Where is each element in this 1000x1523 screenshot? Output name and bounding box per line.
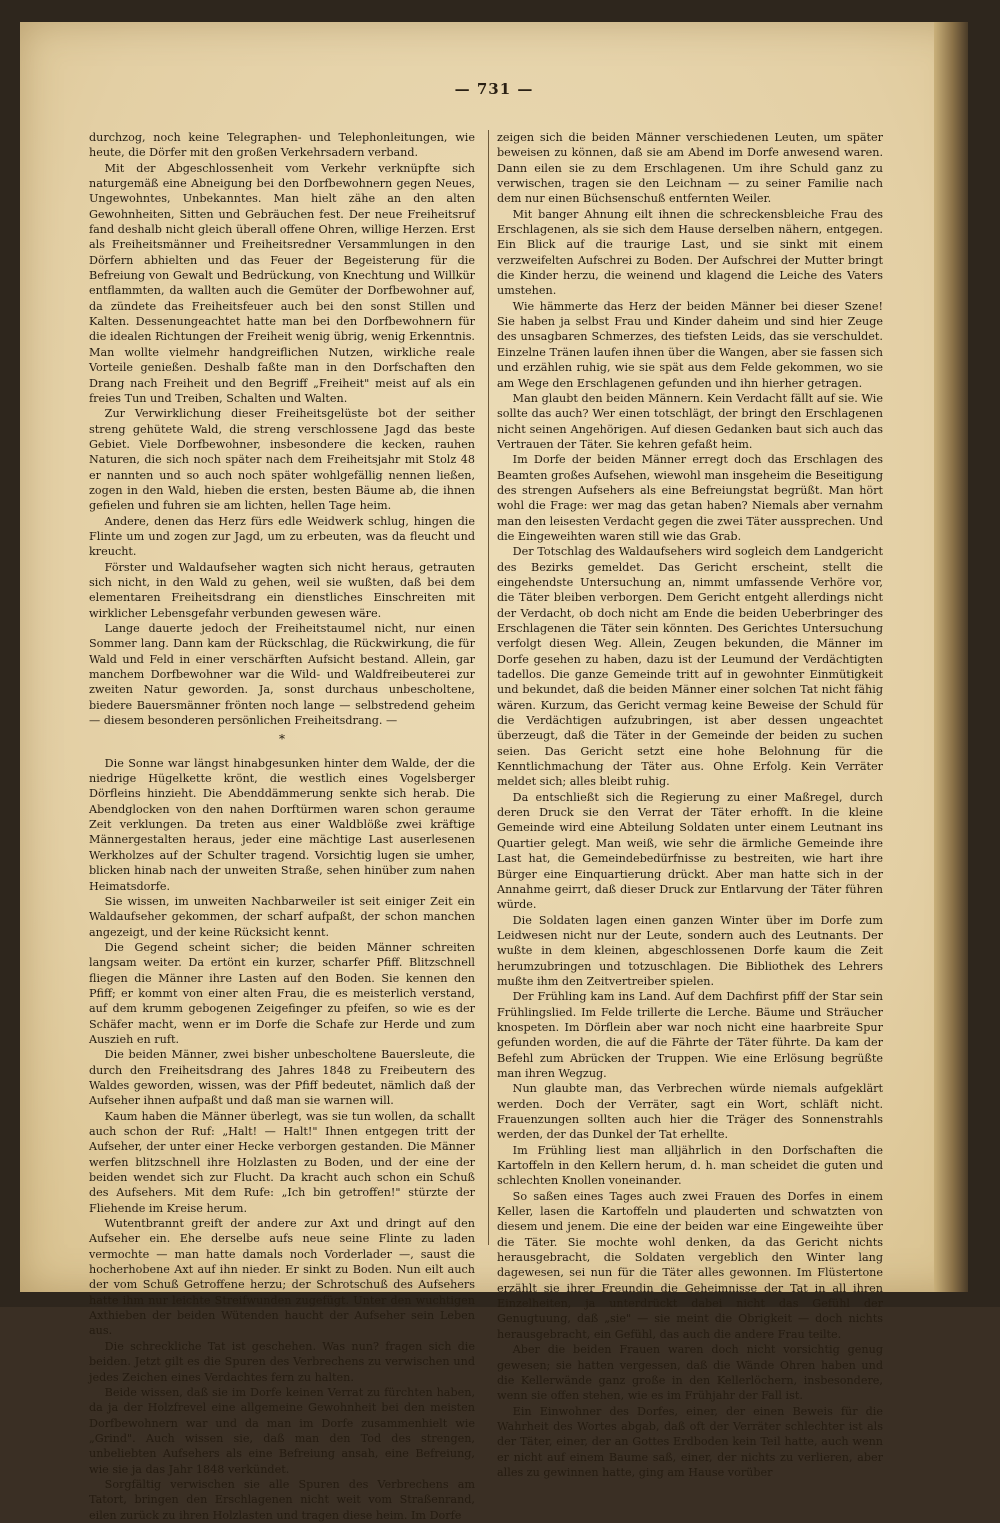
column-divider (488, 130, 489, 1245)
book-page (20, 22, 968, 1522)
paragraph: Im Dorfe der beiden Männer erregt doch das Erschlagen des Beamten großes Aufsehen, wiewohl man insgeheim die Beseitigung des strengen Aufsehers als eine Befreiungstat begrüßt. Man hört wohl die Frage: wer mag das getan haben? Niemals aber vernahm man den leisesten Verdacht gegen die zwei Täter aussprechen. Und die Eingeweihten waren still wie das Grab. (497, 453, 883, 543)
paragraph: Man glaubt den beiden Männern. Kein Verdacht fällt auf sie. Wie sollte das auch? Wer einen totschlägt, der bringt den Erschlagenen nicht seinen Angehörigen. Auf diesen Gedanken baut sich auch das Vertrauen der Täter. Sie kehren gefaßt heim. (497, 391, 883, 451)
paragraph: Die Sonne war längst hinabgesunken hinter dem Walde, der die niedrige Hügelkette krönt, die westlich eines Vogelsberger Dörfleins hinzieht. Die Abenddämmerung senkte sich herab. Die Abendglocken von den nahen Dorftürmen waren schon geraume Zeit verklungen. Da treten aus einer Waldblöße zwei kräftige Männergestalten heraus, jeder eine mächtige Last auserlesenen Werkholzes auf der Schulter tragend. Vorsichtig lugen sie umher, blicken hinab nach der unweiten Straße, sehen hinüber zum nahen Heimatsdorfe. (89, 756, 475, 893)
paragraph: Mit der Abgeschlossenheit vom Verkehr verknüpfte sich naturgemäß eine Abneigung bei den Dorfbewohnern gegen Neues, Ungewohntes, Unbekanntes. Man hielt zähe an den alten Gewohnheiten, Sitten und Gebräuchen fest. Der neue Freiheitsruf fand deshalb nicht gleich überall offene Ohren, willige Herzen. Erst als Freiheitsmänner und Freiheitsredner Versammlungen in den Dörfern abhielten und das Feuer der Begeisterung für die Befreiung von Gewalt und Bedrückung, von Knechtung und Willkür entflammten, da wallten auch die Gemüter der Dorfbewohner auf, da zündete das Freiheitsfeuer auch bei den sonst Stillen und Kalten. Dessenungeachtet hatte man bei den Dorfbewohnern für die idealen Richtungen der Freiheit wenig übrig, wenig Erkenntnis. Man wollte vielmehr handgreiflichen Nutzen, wirkliche reale Vorteile genießen. Deshalb faßte man in den Dorfschaften den Drang nach Freiheit und den Begriff „Freiheit" meist auf als ein freies Tun und Treiben, Schalten und Walten. (89, 161, 475, 405)
paragraph: Wutentbrannt greift der andere zur Axt und dringt auf den Aufseher ein. Ehe derselbe aufs neue seine Flinte zu laden vermochte — man hatte damals noch Vorderlader —, saust die hocherhobene Axt auf ihn nieder. Er sinkt zu Boden. Nun eilt auch der vom Schuß Getroffene herzu; der Schrotschuß des Aufsehers hatte ihm nur leichte Streifwunden zugefügt. Unter den wuchtigen Axthieben der beiden Wütenden haucht der Aufseher sein Leben aus. (89, 1217, 475, 1338)
paragraph: Im Frühling liest man alljährlich in den Dorfschaften die Kartoffeln in den Kellern herum, d. h. man scheidet die guten und schlechten Knollen voneinander. (497, 1143, 883, 1188)
right-text-column (497, 130, 883, 1479)
paragraph: durchzog, noch keine Telegraphen- und Telephonleitungen, wie heute, die Dörfer mit den großen Verkehrsadern verband. (89, 131, 475, 160)
paragraph: Aber die beiden Frauen waren doch nicht vorsichtig genug gewesen; sie hatten vergessen, daß die Wände Ohren haben und die Kellerwände ganz große in den Kellerlöchern, insbesondere, wenn sie offen stehen, wie es im Frühjahr der Fall ist. (497, 1343, 883, 1403)
paragraph: Die Soldaten lagen einen ganzen Winter über im Dorfe zum Leidwesen nicht nur der Leute, sondern auch des Leutnants. Der wußte in dem kleinen, abgeschlossenen Dorfe kaum die Zeit herumzubringen und totzuschlagen. Die Bibliothek des Lehrers mußte ihm den Zeitvertreiber spielen. (497, 913, 883, 988)
paragraph: Der Frühling kam ins Land. Auf dem Dachfirst pfiff der Star sein Frühlingslied. Im Felde trillerte die Lerche. Bäume und Sträucher knospeten. Im Dörflein aber war noch nicht eine haarbreite Spur gefunden worden, die auf die Fährte der Täter führte. Da kam der Befehl zum Abrücken der Truppen. Wie eine Erlösung begrüßte man ihren Wegzug. (497, 990, 883, 1080)
paragraph: Lange dauerte jedoch der Freiheitstaumel nicht, nur einen Sommer lang. Dann kam der Rückschlag, die Rückwirkung, die für Wald und Feld in einer verschärften Aufsicht bestand. Allein, gar manchem Dorfbewohner war die Wild- und Waldfreibeuterei zur zweiten Natur geworden. Ja, sonst durchaus unbescholtene, biedere Bauersmänner frönten noch lange — selbstredend geheim — diesem besonderen persönlichen Freiheitsdrang. — (89, 622, 475, 728)
paragraph: Zur Verwirklichung dieser Freiheitsgelüste bot der seither streng gehütete Wald, die streng verschlossene Jagd das beste Gebiet. Viele Dorfbewohner, insbesondere die kecken, rauhen Naturen, die sich noch später nach dem Freiheitsjahr mit Stolz 48 er nannten und so auch noch später wohlgefällig nennen ließen, zogen in den Wald, hieben die ersten, besten Bäume ab, die ihnen gefielen und fuhren sie am lichten, hellen Tage heim. (89, 407, 475, 513)
paragraph: Mit banger Ahnung eilt ihnen die schreckensbleiche Frau des Erschlagenen, als sie sich dem Hause derselben nähern, entgegen. Ein Blick auf die traurige Last, und sie sinkt mit einem verzweifelten Aufschrei zu Boden. Der Aufschrei der Mutter bringt die Kinder herzu, die weinend und klagend die Leiche des Vaters umstehen. (497, 207, 883, 298)
paragraph: Ein Einwohner des Dorfes, einer, der einen Beweis für die Wahrheit des Wortes abgab, daß oft der Verräter schlechter ist als der Täter, einer, der an Gottes Erdboden kein Teil hatte, auch wenn er nicht auf einem Baume saß, einer, der nichts zu verlieren, aber alles zu gewinnen hatte, ging am Hause vorüber (497, 1404, 883, 1479)
paragraph: Die beiden Männer, zwei bisher unbescholtene Bauersleute, die durch den Freiheitsdrang des Jahres 1848 zu Freibeutern des Waldes geworden, wissen, was der Pfiff bedeutet, nämlich daß der Aufseher ihnen aufpaßt und daß man sie warnen will. (89, 1048, 475, 1108)
paragraph: Beide wissen, daß sie im Dorfe keinen Verrat zu fürchten haben, da ja der Holzfrevel eine allgemeine Gewohnheit bei den meisten Dorfbewohnern war und da man im Dorfe zusammenhielt wie „Grind". Auch wissen sie, daß man den Tod des strengen, unbeliebten Aufsehers als eine Befreiung ansah, eine Befreiung, wie sie ja das Jahr 1848 verkündet. (89, 1385, 475, 1476)
paragraph: Förster und Waldaufseher wagten sich nicht heraus, getrauten sich nicht, in den Wald zu gehen, weil sie wußten, daß bei dem elementaren Freiheitsdrang ein dienstliches Einschreiten mit wirklicher Lebensgefahr verbunden gewesen wäre. (89, 560, 475, 620)
paragraph: Sorgfältig verwischen sie alle Spuren des Verbrechens am Tatort, bringen den Erschlagenen nicht weit vom Straßenrand, eilen zurück zu ihren Holzlasten und tragen diese heim. Im Dorfe (89, 1477, 475, 1522)
paragraph: Wie hämmerte das Herz der beiden Männer bei dieser Szene! Sie haben ja selbst Frau und Kinder daheim und sind hier Zeuge des unsagbaren Schmerzes, des tiefsten Leids, das sie verschuldet. Einzelne Tränen laufen ihnen über die Wangen, aber sie fassen sich und erzählen ruhig, wie sie spät aus dem Felde gekommen, wo sie am Wege den Erschlagenen gefunden und ihn hierher getragen. (497, 299, 883, 390)
paragraph: Nun glaubte man, das Verbrechen würde niemals aufgeklärt werden. Doch der Verräter, sagt ein Wort, schläft nicht. Frauenzungen sollten auch hier die Träger des Sonnenstrahls werden, der das Dunkel der Tat erhellte. (497, 1082, 883, 1142)
paragraph: So saßen eines Tages auch zwei Frauen des Dorfes in einem Keller, lasen die Kartoffeln und plauderten und schwatzten von diesem und jenem. Die eine der beiden war eine Eingeweihte über die Täter. Sie mochte wohl denken, da das Gericht nichts herausgebracht, die Soldaten vergeblich den Winter lang dagewesen, sei nun für die Täter alles gewonnen. Im Flüstertone erzählt sie ihrer Freundin die Geheimnisse der Tat in all ihren Einzelheiten, ja unterdrückt dabei nicht das Gefühl der Genugtuung, daß „sie" — sie meint die Obrigkeit — doch nichts herausgebracht, ein Gefühl, das auch die andere Frau teilte. (497, 1189, 883, 1341)
left-text-column (89, 130, 475, 1522)
paragraph: Der Totschlag des Waldaufsehers wird sogleich dem Landgericht des Bezirks gemeldet. Das Gericht erscheint, stellt die eingehendste Untersuchung an, nimmt umfassende Verhöre vor, die Täter bleiben verborgen. Dem Gericht entgeht allerdings nicht der Verdacht, ob doch nicht am Ende die beiden Ueberbringer des Erschlagenen die Täter sein könnten. Des Gerichtes Untersuchung verfolgt diesen Weg. Allein, Zeugen bekunden, die Männer im Dorfe gesehen zu haben, dazu ist der Leumund der Verdächtigten tadellos. Die ganze Gemeinde tritt auf in gewohnter Einmütigkeit und bekundet, daß die beiden Männer einer solchen Tat nicht fähig wären. Kurzum, das Gericht vermag keine Beweise der Schuld für die Verdächtigen aufzubringen, ist aber dessen ungeachtet überzeugt, daß die Täter in der Gemeinde der beiden zu suchen seien. Das Gericht setzt eine hohe Belohnung für die Kenntlichmachung der Täter aus. Ohne Erfolg. Kein Verräter meldet sich; alles bleibt ruhig. (497, 545, 883, 789)
paragraph: Da entschließt sich die Regierung zu einer Maßregel, durch deren Druck sie den Verrat der Täter erhofft. In die kleine Gemeinde wird eine Abteilung Soldaten unter einem Leutnant ins Quartier gelegt. Man weiß, wie sehr die ärmliche Gemeinde ihre Last hat, die Gemeindebedürfnisse zu bestreiten, wie hart ihre Bürger eine Einquartierung drückt. Aber man hatte sich in der Annahme geirrt, daß dieser Druck zur Entlarvung der Täter führen würde. (497, 790, 883, 912)
paragraph: zeigen sich die beiden Männer verschiedenen Leuten, um später beweisen zu können, daß sie am Abend im Dorfe anwesend waren. Dann eilen sie zu dem Erschlagenen. Um ihre Schuld ganz zu verwischen, tragen sie den Leichnam — zu seiner Familie nach dem nur einen Büchsenschuß entfernten Weiler. (497, 131, 883, 206)
paragraph: Die Gegend scheint sicher; die beiden Männer schreiten langsam weiter. Da ertönt ein kurzer, scharfer Pfiff. Blitzschnell fliegen die Männer ihre Lasten auf den Boden. Sie kennen den Pfiff; er kommt von einer alten Frau, die es meisterlich verstand, auf dem krumm gebogenen Zeigefinger zu pfeifen, so wie es der Schäfer macht, wenn er im Dorfe die Schafe zur Herde und zum Auszieh en ruft. (89, 940, 475, 1046)
paragraph: Kaum haben die Männer überlegt, was sie tun wollen, da schallt auch schon der Ruf: „Halt! — Halt!" Ihnen entgegen tritt der Aufseher, der unter einer Hecke verborgen gestanden. Die Männer werfen blitzschnell ihre Holzlasten zu Boden, und der eine der beiden wendet sich zur Flucht. Da kracht auch schon ein Schuß des Aufsehers. Mit dem Rufe: „Ich bin getroffen!" stürzte der Fliehende im Kreise herum. (89, 1109, 475, 1215)
section-separator: * (279, 732, 285, 747)
page-number: — 731 — (454, 80, 534, 98)
paragraph: Die schreckliche Tat ist geschehen. Was nun? fragen sich die beiden. Jetzt gilt es die Spuren des Verbrechens zu verwischen und jedes Zeichen eines Verdachtes fern zu halten. (89, 1339, 475, 1384)
paragraph: Sie wissen, im unweiten Nachbarweiler ist seit einiger Zeit ein Waldaufseher gekommen, der scharf aufpaßt, der schon manchen angezeigt, und der keine Rücksicht kennt. (89, 894, 475, 939)
book-spine (934, 22, 968, 1292)
paragraph: Andere, denen das Herz fürs edle Weidwerk schlug, hingen die Flinte um und zogen zur Jagd, um zu erbeuten, was da fleucht und kreucht. (89, 514, 475, 559)
